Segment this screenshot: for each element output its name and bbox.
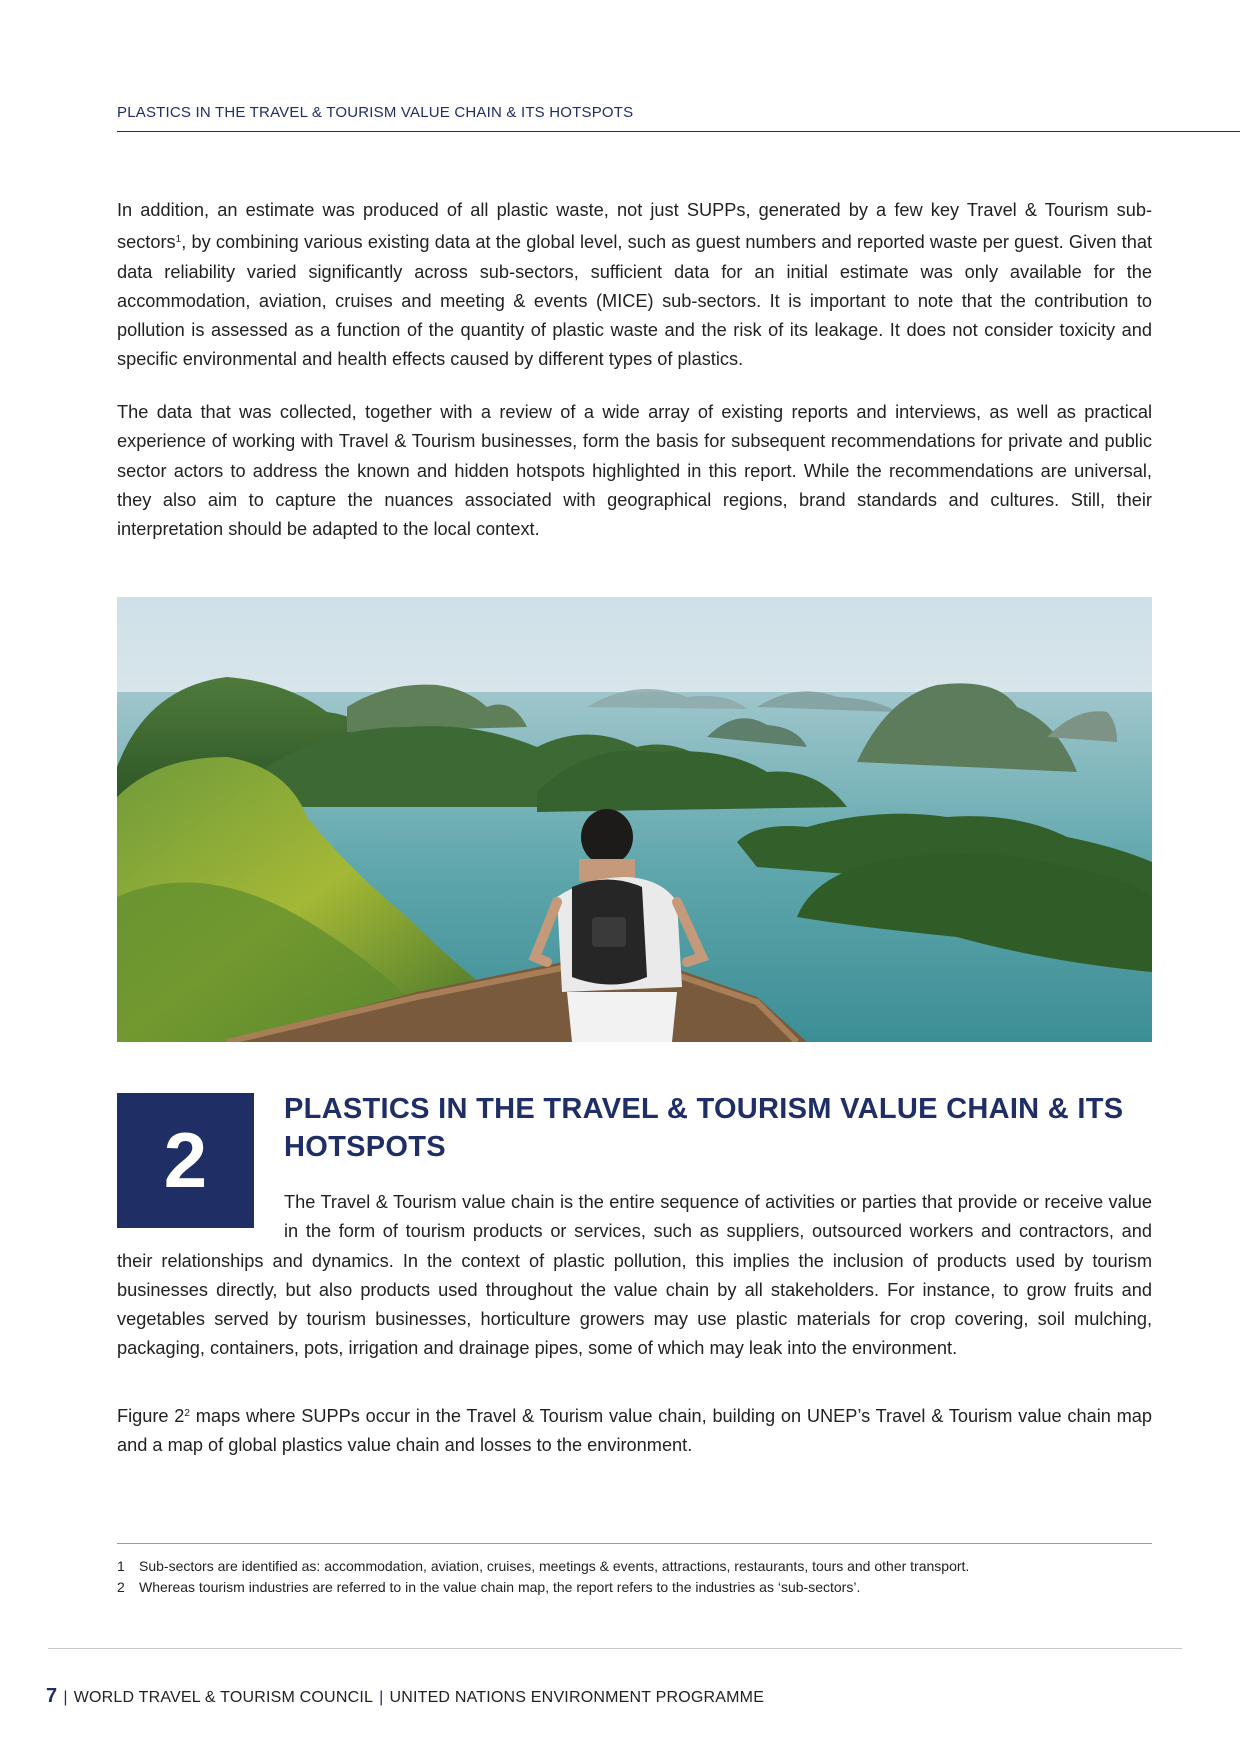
header-rule <box>117 131 1240 132</box>
footnote-2-number: 2 <box>117 1579 125 1595</box>
footer-separator: | <box>379 1689 384 1706</box>
footer-org-2: UNITED NATIONS ENVIRONMENT PROGRAMME <box>389 1689 765 1706</box>
section-title: PLASTICS IN THE TRAVEL & TOURISM VALUE CHAIN & ITS HOTSPOTS <box>284 1093 1124 1163</box>
hero-photo-islands <box>117 597 1152 1042</box>
section-body <box>117 1188 1152 1364</box>
intro-paragraph-1 <box>117 196 1152 375</box>
footnotes <box>117 1556 1152 1598</box>
footnote-1-text: Sub-sectors are identified as: accommodation, aviation, cruises, meetings & events, attractions, restaurants, tours and other transport. <box>139 1558 970 1574</box>
footnote-1-number: 1 <box>117 1558 125 1574</box>
running-header: PLASTICS IN THE TRAVEL & TOURISM VALUE CHAIN & ITS HOTSPOTS <box>117 104 634 121</box>
intro-paragraph-2: The data that was collected, together with a review of a wide array of existing reports and interviews, as well as practical experience of working with Travel & Tourism businesses, form the basis for subsequent recommendations for private and public sector actors to address the known and hidden hotspots highlighted in this report. While the recommendations are universal, they also aim to capture the nuances associated with geographical regions, brand standards and cultures. Still, their interpretation should be adapted to the local context. <box>117 402 1152 540</box>
intro-p1-text-b: , by combining various existing data at the global level, such as guest numbers and reported waste per guest. Given that data reliability varied significantly across sub-sectors, sufficient data for an initial estimate was only available for the accommodation, aviation, cruises and meeting & events (MICE) sub-sectors. It is important to note that the contribution to pollution is assessed as a function of the quantity of plastic waste and the risk of its leakage. It does not consider toxicity and specific environmental and health effects caused by different types of plastics. <box>117 232 1152 370</box>
footnote-ref-1[interactable]: 1 <box>175 234 182 246</box>
chapter-box-spacer <box>117 1188 284 1246</box>
section-body-text: The Travel & Tourism value chain is the entire sequence of activities or parties that provide or receive value in the form of tourism products or services, such as suppliers, outsourced workers and contractors, and their relationships and dynamics. In the context of plastic pollution, this implies the inclusion of products used by tourism businesses directly, but also products used throughout the value chain by all stakeholders. For instance, to grow fruits and vegetables served by tourism businesses, horticulture growers may use plastic materials for crop covering, soil mulching, packaging, containers, pots, irrigation and drainage pipes, some of which may leak into the environment. <box>117 1192 1152 1359</box>
footnote-rule <box>117 1543 1152 1544</box>
footnote-ref-2[interactable]: 2 <box>184 1408 190 1419</box>
footer-separator: | <box>63 1689 68 1706</box>
figure-reference-paragraph <box>117 1399 1152 1461</box>
footnote-2 <box>117 1577 1152 1598</box>
footer-rule <box>48 1648 1182 1649</box>
chapter-number-box: 2 <box>117 1093 254 1228</box>
footnote-2-text: Whereas tourism industries are referred to in the value chain map, the report refers to the industries as ‘sub-sectors’. <box>139 1579 861 1595</box>
footnote-1 <box>117 1556 1152 1577</box>
p3-text-b: maps where SUPPs occur in the Travel & Tourism value chain, building on UNEP’s Travel & Tourism value chain map and a map of global plastics value chain and losses to the environment. <box>117 1406 1152 1456</box>
page-footer <box>46 1685 764 1708</box>
footer-org-1: WORLD TRAVEL & TOURISM COUNCIL <box>73 1689 374 1706</box>
p3-text-a: Figure 2 <box>117 1406 185 1426</box>
intro-p1-text-a: In addition, an estimate was produced of all plastic waste, not just SUPPs, generated by a few key Travel & Tourism sub-sectors <box>117 200 1152 253</box>
page-number: 7 <box>46 1685 58 1707</box>
